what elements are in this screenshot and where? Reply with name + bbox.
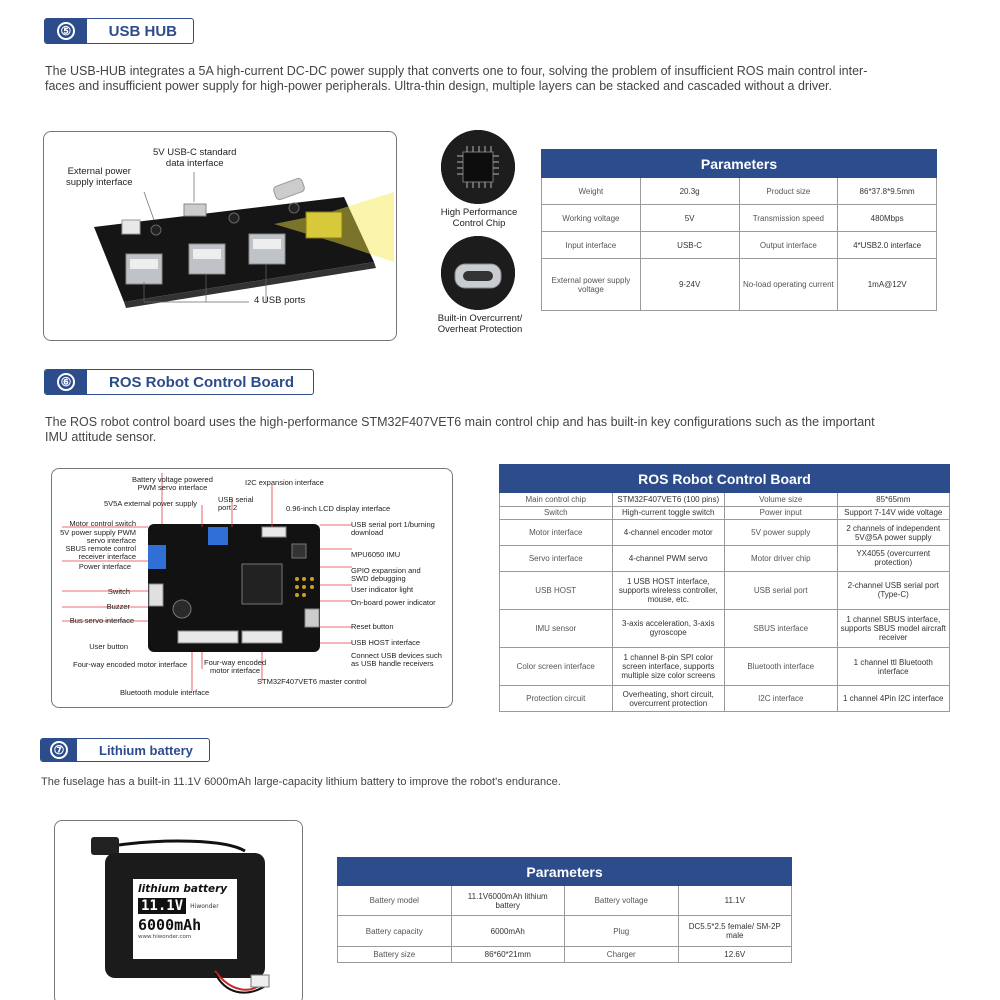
table-label-cell: Servo interface — [500, 546, 613, 572]
table-label-cell: Weight — [542, 178, 641, 205]
callout-gpio: GPIO expansion and SWD debugging — [351, 566, 421, 583]
ros-board-parameters-table — [499, 464, 950, 712]
table-row — [542, 178, 937, 205]
table-value-cell: 2 channels of independent 5V@5A power supply — [837, 520, 950, 546]
battery-label-voltage: 11.1V — [138, 898, 186, 914]
table-row — [542, 205, 937, 232]
callout-onboard-power: On-board power indicator — [351, 598, 436, 607]
table-value-cell: 2-channel USB serial port (Type-C) — [837, 571, 950, 609]
section-title: ROS Robot Control Board — [109, 373, 294, 391]
callout-ext-5v: 5V5A external power supply — [104, 499, 197, 508]
table-value-cell: USB-C — [640, 232, 739, 259]
table-value-cell: 1 USB HOST interface, supports wireless controller, mouse, etc. — [612, 571, 725, 609]
table-row — [542, 259, 937, 311]
table-label-cell: SBUS interface — [725, 609, 838, 647]
table-label-cell: Battery voltage — [565, 886, 679, 916]
callout-usb-ports: 4 USB ports — [254, 295, 306, 306]
usbc-port-icon — [441, 236, 515, 310]
table-label-cell: Volume size — [725, 493, 838, 507]
table-label-cell: 5V power supply — [725, 520, 838, 546]
table-value-cell: Support 7-14V wide voltage — [837, 506, 950, 520]
battery-image — [54, 820, 303, 1000]
callout-user-button: User button — [89, 642, 128, 651]
chip-image — [441, 130, 515, 204]
table-label-cell: USB serial port — [725, 571, 838, 609]
callout-mpu: MPU6050 IMU — [351, 550, 401, 559]
table-value-cell: 20.3g — [640, 178, 739, 205]
callout-motor-4: Four-way encoded motor interface — [73, 660, 188, 669]
table-label-cell: Bluetooth interface — [725, 648, 838, 686]
section-header-ros-board — [44, 369, 314, 395]
callout-lcd: 0.96-inch LCD display interface — [286, 504, 391, 513]
battery-label-url: www.hiwonder.com — [138, 934, 192, 940]
table-value-cell: 85*65mm — [837, 493, 950, 507]
table-label-cell: Working voltage — [542, 205, 641, 232]
callout-battery-pwm: Battery voltage powered PWM servo interface — [132, 475, 213, 492]
table-value-cell: DC5.5*2.5 female/ SM-2P male — [678, 916, 792, 946]
table-value-cell: 5V — [640, 205, 739, 232]
chip-icon — [441, 130, 515, 204]
table-value-cell: 480Mbps — [838, 205, 937, 232]
table-label-cell: No-load operating current — [739, 259, 838, 311]
callout-usb-serial-2: USB serial port 2 — [218, 495, 254, 512]
section-number-badge: ⑦ — [41, 739, 77, 761]
section-number-badge: ⑤ — [45, 19, 87, 43]
callout-motor-switch: Motor control switch — [69, 519, 136, 528]
callout-reset: Reset button — [351, 622, 394, 631]
table-label-cell: Battery capacity — [338, 916, 452, 946]
table-label-cell: IMU sensor — [500, 609, 613, 647]
usb-hub-parameters-table — [541, 149, 937, 311]
table-value-cell: Overheating, short circuit, overcurrent protection — [612, 686, 725, 712]
table-label-cell: Transmission speed — [739, 205, 838, 232]
table-row — [500, 571, 950, 609]
table-label-cell: Input interface — [542, 232, 641, 259]
callout-usbc: 5V USB-C standard data interface — [153, 147, 237, 169]
table-row — [500, 686, 950, 712]
usb-hub-description: The USB-HUB integrates a 5A high-current DC-DC power supply that converts one to four, solving the problem of insufficient ROS main control inter- faces and insufficient power supply for high-power peripherals. Ultra-thin design, multiple layers can be stacked and cascaded without a driver. — [45, 64, 868, 93]
table-label-cell: Output interface — [739, 232, 838, 259]
section-title: Lithium battery — [99, 742, 193, 758]
table-title: Parameters — [542, 150, 937, 178]
table-row — [338, 886, 792, 916]
battery-label-capacity: 6000mAh — [138, 916, 202, 934]
table-label-cell: Product size — [739, 178, 838, 205]
table-row — [338, 916, 792, 946]
table-value-cell: 4-channel PWM servo — [612, 546, 725, 572]
table-title: ROS Robot Control Board — [500, 465, 950, 493]
table-label-cell: Battery model — [338, 886, 452, 916]
battery-parameters-table — [337, 857, 792, 963]
callout-bus-servo: Bus servo interface — [69, 616, 134, 625]
table-row — [338, 946, 792, 962]
callout-buzzer: Buzzer — [106, 602, 130, 611]
table-label-cell: External power supply voltage — [542, 259, 641, 311]
table-value-cell: 1 channel 8-pin SPI color screen interface, supports multiple size color screens — [612, 648, 725, 686]
callout-chip: High Performance Control Chip — [440, 207, 518, 229]
table-value-cell: High-current toggle switch — [612, 506, 725, 520]
table-label-cell: Power input — [725, 506, 838, 520]
callout-user-light: User indicator light — [351, 585, 414, 594]
callout-i2c: I2C expansion interface — [245, 478, 324, 487]
table-row — [500, 520, 950, 546]
table-value-cell: 11.1V — [678, 886, 792, 916]
table-value-cell: 86*60*21mm — [451, 946, 565, 962]
table-row — [500, 546, 950, 572]
table-label-cell: Motor driver chip — [725, 546, 838, 572]
section-header-usb-hub — [44, 18, 194, 44]
table-row — [500, 493, 950, 507]
table-value-cell: 1mA@12V — [838, 259, 937, 311]
section-header-battery — [40, 738, 210, 762]
callout-switch: Switch — [107, 587, 130, 596]
table-value-cell: 1 channel ttl Bluetooth interface — [837, 648, 950, 686]
table-value-cell: YX4055 (overcurrent protection) — [837, 546, 950, 572]
table-value-cell: 3-axis acceleration, 3-axis gyroscope — [612, 609, 725, 647]
callout-connect-usb: Connect USB devices such as USB handle receivers — [351, 651, 442, 668]
table-label-cell: Protection circuit — [500, 686, 613, 712]
table-label-cell: Battery size — [338, 946, 452, 962]
table-value-cell: 12.6V — [678, 946, 792, 962]
table-title: Parameters — [338, 858, 792, 886]
table-row — [500, 609, 950, 647]
table-label-cell: USB HOST — [500, 571, 613, 609]
ros-board-description: The ROS robot control board uses the high-performance STM32F407VET6 main control chip and has built-in key configurations such as the important IMU attitude sensor. — [45, 415, 875, 444]
callout-motor-4b: Four-way encoded motor interface — [204, 658, 267, 675]
table-value-cell: 4*USB2.0 interface — [838, 232, 937, 259]
table-label-cell: Main control chip — [500, 493, 613, 507]
table-value-cell: 1 channel 4Pin I2C interface — [837, 686, 950, 712]
table-label-cell: Switch — [500, 506, 613, 520]
callout-pwm-5v: 5V power supply PWM servo interface — [60, 528, 136, 545]
table-label-cell: Plug — [565, 916, 679, 946]
callout-sbus: SBUS remote control receiver interface — [65, 544, 136, 561]
table-value-cell: 11.1V6000mAh lithium battery — [451, 886, 565, 916]
section-title: USB HUB — [108, 22, 177, 40]
table-value-cell: 1 channel SBUS interface, supports SBUS model aircraft receiver — [837, 609, 950, 647]
callout-usb-serial-1: USB serial port 1/burning download — [351, 520, 435, 537]
callout-bluetooth: Bluetooth module interface — [120, 688, 210, 697]
table-label-cell: Motor interface — [500, 520, 613, 546]
table-row — [500, 506, 950, 520]
table-value-cell: 4-channel encoder motor — [612, 520, 725, 546]
callout-external-power: External power supply interface — [66, 166, 133, 188]
callout-protection: Built-in Overcurrent/ Overheat Protection — [437, 313, 523, 335]
callout-stm32: STM32F407VET6 master control — [257, 677, 367, 686]
table-label-cell: Color screen interface — [500, 648, 613, 686]
table-value-cell: 86*37.8*9.5mm — [838, 178, 937, 205]
callout-power: Power interface — [78, 562, 131, 571]
table-label-cell: Charger — [565, 946, 679, 962]
callout-usb-host: USB HOST interface — [351, 638, 421, 647]
usbc-port-image — [441, 236, 515, 310]
battery-label-brand: Hiwonder — [190, 902, 219, 910]
table-row — [500, 648, 950, 686]
table-label-cell: I2C interface — [725, 686, 838, 712]
table-value-cell: 6000mAh — [451, 916, 565, 946]
section-number-badge: ⑥ — [45, 370, 87, 394]
battery-label-title: lithium battery — [138, 883, 228, 895]
battery-description: The fuselage has a built-in 11.1V 6000mAh large-capacity lithium battery to improve the robot's endurance. — [41, 776, 561, 788]
table-row — [542, 232, 937, 259]
table-value-cell: 9-24V — [640, 259, 739, 311]
table-value-cell: STM32F407VET6 (100 pins) — [612, 493, 725, 507]
battery-label — [133, 879, 237, 959]
